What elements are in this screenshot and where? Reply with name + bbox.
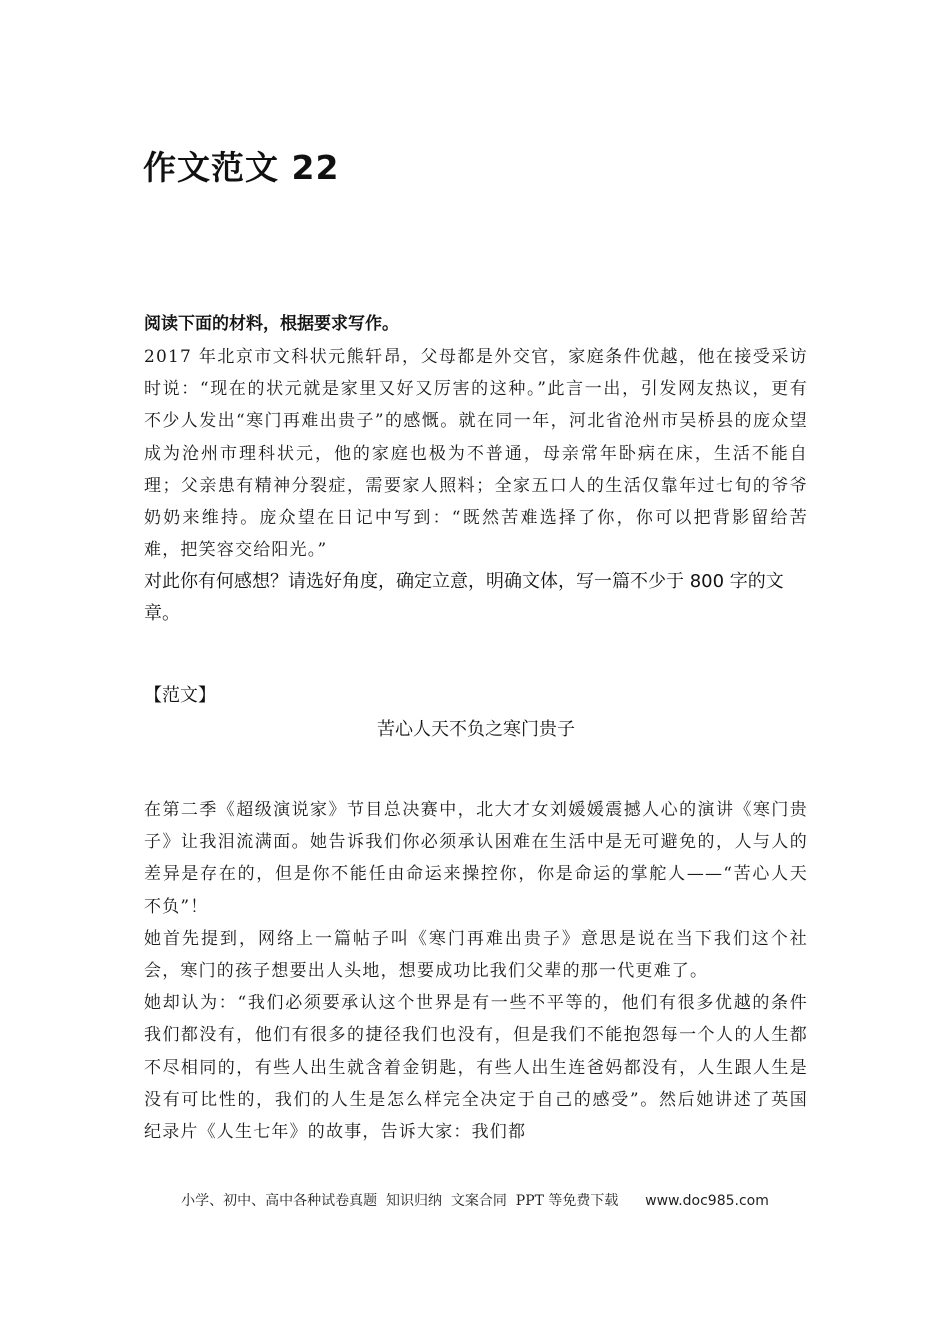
footer-url-link[interactable]: www.doc985.com [645,1193,769,1209]
material-paragraph: 2017 年北京市文科状元熊轩昂，父母都是外交官，家庭条件优越，他在接受采访时说：“现在的状元就是家里又好又厉害的这种。”此言一出，引发网友热议，更有不少人发出“寒门再难出贵子”的感慨。就在同一年，河北省沧州市吴桥县的庞众望成为沧州市理科状元，他的家庭也极为不普通，母亲常年卧病在床，生活不能自理；父亲患有精神分裂症，需要家人照料；全家五口人的生活仅靠年过七旬的爷爷奶奶来维持。庞众望在日记中写到：“既然苦难选择了你，你可以把背影留给苦难，把笑容交给阳光。” [144,347,808,561]
writing-prompt: 对此你有何感想？请选好角度，确定立意，明确文体，写一篇不少于 800 字的文章。 [144,571,784,624]
sample-essay-label: 【范文】 [144,685,216,706]
footer-text: 小学、初中、高中各种试卷真题 知识归纳 文案合同 PPT 等免费下载 [181,1193,619,1209]
document-title: 作文范文 22 [143,148,340,187]
page-footer [0,1189,950,1213]
essay-title: 苦心人天不负之寒门贵子 [377,719,575,740]
task-heading: 阅读下面的材料，根据要求写作。 [144,314,399,334]
essay-paragraph: 她首先提到，网络上一篇帖子叫《寒门再难出贵子》意思是说在当下我们这个社会，寒门的孩子想要出人头地，想要成功比我们父辈的那一代更难了。 [144,928,808,982]
essay-paragraph: 她却认为：“我们必须要承认这个世界是有一些不平等的，他们有很多优越的条件我们都没有，他们有很多的捷径我们也没有，但是我们不能抱怨每一个人的人生都不尽相同的，有些人出生就含着金钥匙，有些人出生连爸妈都没有，人生跟人生是没有可比性的，我们的人生是怎么样完全决定于自己的感受”。然后她讲述了英国纪录片《人生七年》的故事，告诉大家：我们都 [144,993,808,1143]
essay-paragraph: 在第二季《超级演说家》节目总决赛中，北大才女刘媛媛震撼人心的演讲《寒门贵子》让我泪流满面。她告诉我们你必须承认困难在生活中是无可避免的，人与人的差异是存在的，但是你不能任由命运来操控你，你是命运的掌舵人——“苦心人天不负”！ [144,800,808,917]
essay-body [144,794,808,1148]
